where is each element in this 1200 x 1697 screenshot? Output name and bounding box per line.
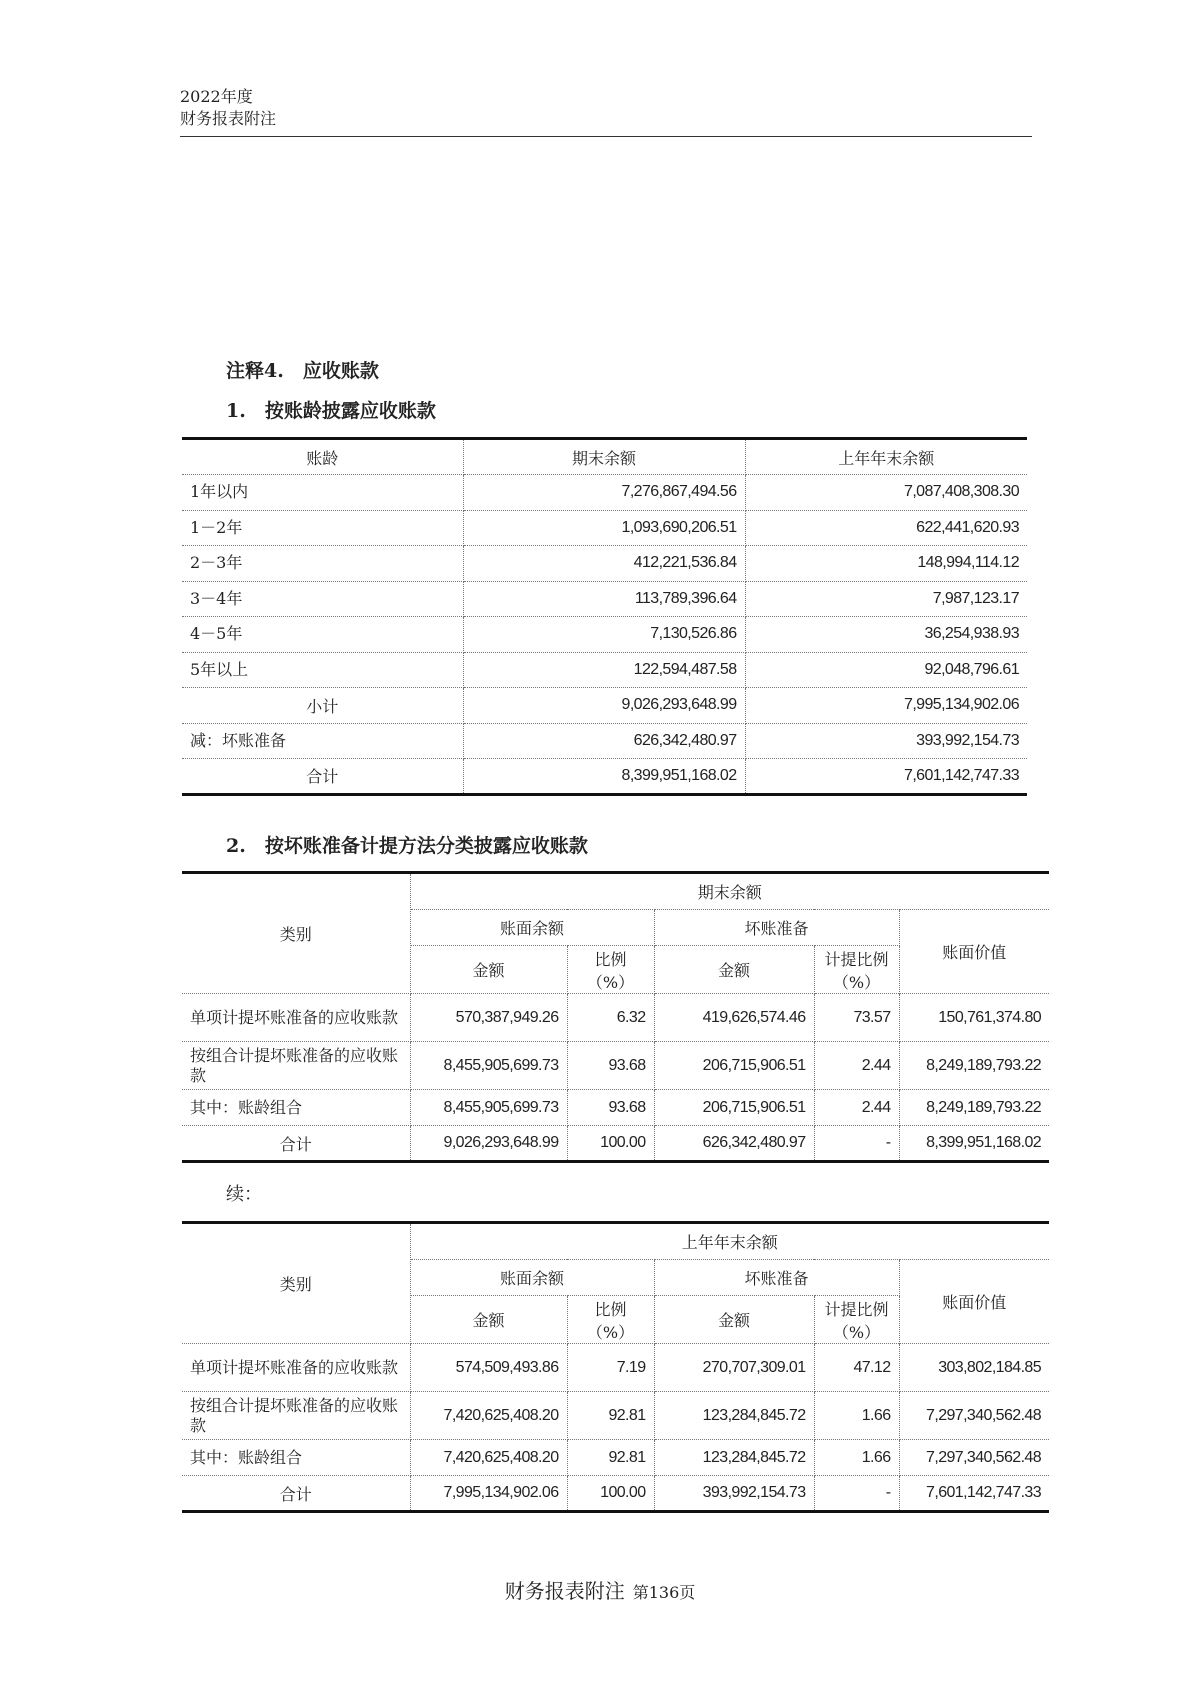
provision-ratio: 1.66 (814, 1392, 899, 1440)
book-amount: 9,026,293,648.99 (410, 1126, 567, 1162)
bad-debt-amount: 123,284,845.72 (654, 1440, 814, 1476)
category-header: 类别 (182, 873, 410, 994)
table-header (182, 439, 1027, 475)
book-ratio: 6.32 (567, 994, 654, 1042)
book-amount: 574,509,493.86 (410, 1344, 567, 1392)
book-ratio: 92.81 (567, 1440, 654, 1476)
bad-debt-amount: 206,715,906.51 (654, 1042, 814, 1090)
prior-balance: 393,992,154.73 (745, 723, 1027, 759)
book-ratio: 92.81 (567, 1392, 654, 1440)
book-ratio: 93.68 (567, 1042, 654, 1090)
row-label: 合计 (182, 759, 463, 795)
row-label: 1－2年 (182, 510, 463, 546)
table-header (182, 1223, 1049, 1260)
book-amount: 7,420,625,408.20 (410, 1440, 567, 1476)
bad-debt-amount: 270,707,309.01 (654, 1344, 814, 1392)
provision-ratio: 1.66 (814, 1440, 899, 1476)
continued-label: 续： (226, 1184, 262, 1205)
table-row (182, 1392, 1049, 1440)
row-label: 3－4年 (182, 581, 463, 617)
row-label: 按组合计提坏账准备的应收账款 (182, 1042, 410, 1090)
provision-ratio: - (814, 1476, 899, 1512)
column-header: 上年年末余额 (745, 439, 1027, 475)
table-row (182, 1042, 1049, 1090)
period-header: 期末余额 (410, 873, 1049, 910)
end-balance: 412,221,536.84 (463, 546, 745, 582)
end-balance: 8,399,951,168.02 (463, 759, 745, 795)
row-label: 按组合计提坏账准备的应收账款 (182, 1392, 410, 1440)
section2-title: 2. 按坏账准备计提方法分类披露应收账款 (226, 835, 588, 857)
bad-debt-amount: 393,992,154.73 (654, 1476, 814, 1512)
prior-balance: 622,441,620.93 (745, 510, 1027, 546)
provision-ratio: - (814, 1126, 899, 1162)
book-amount: 570,387,949.26 (410, 994, 567, 1042)
running-header (180, 86, 276, 130)
row-label: 5年以上 (182, 652, 463, 688)
end-balance: 626,342,480.97 (463, 723, 745, 759)
prior-balance: 148,994,114.12 (745, 546, 1027, 582)
amount-header: 金额 (410, 1296, 567, 1344)
header-divider (180, 136, 1032, 137)
amount-header: 金额 (654, 946, 814, 994)
book-ratio: 7.19 (567, 1344, 654, 1392)
row-label: 小计 (182, 688, 463, 724)
book-ratio: 93.68 (567, 1090, 654, 1126)
book-value: 8,249,189,793.22 (899, 1042, 1049, 1090)
note-title: 注释4. 应收账款 (226, 360, 379, 382)
book-value: 8,249,189,793.22 (899, 1090, 1049, 1126)
table-row (182, 688, 1027, 724)
provision-ratio-header: 计提比例（%） (814, 946, 899, 994)
row-label: 1年以内 (182, 475, 463, 511)
book-value: 150,761,374.80 (899, 994, 1049, 1042)
row-label: 2－3年 (182, 546, 463, 582)
table-row (182, 1440, 1049, 1476)
book-amount: 7,995,134,902.06 (410, 1476, 567, 1512)
table-row (182, 723, 1027, 759)
table-row (182, 994, 1049, 1042)
provision-ratio: 73.57 (814, 994, 899, 1042)
table-header (182, 873, 1049, 910)
section1-title: 1. 按账龄披露应收账款 (226, 400, 436, 422)
row-label: 合计 (182, 1126, 410, 1162)
ratio-header: 比例（%） (567, 946, 654, 994)
prior-balance: 92,048,796.61 (745, 652, 1027, 688)
table-row (182, 759, 1027, 795)
row-label: 减：坏账准备 (182, 723, 463, 759)
book-value-header: 账面价值 (899, 1260, 1049, 1344)
table-row (182, 1090, 1049, 1126)
table-row (182, 546, 1027, 582)
bad-debt-header: 坏账准备 (654, 910, 899, 946)
book-value: 7,297,340,562.48 (899, 1440, 1049, 1476)
prior-balance: 7,087,408,308.30 (745, 475, 1027, 511)
book-value-header: 账面价值 (899, 910, 1049, 994)
prior-balance: 7,987,123.17 (745, 581, 1027, 617)
prior-balance: 36,254,938.93 (745, 617, 1027, 653)
bad-debt-amount: 626,342,480.97 (654, 1126, 814, 1162)
end-balance: 1,093,690,206.51 (463, 510, 745, 546)
table-row (182, 475, 1027, 511)
provision-ratio: 2.44 (814, 1090, 899, 1126)
amount-header: 金额 (654, 1296, 814, 1344)
amount-header: 金额 (410, 946, 567, 994)
table-row (182, 1476, 1049, 1512)
row-label: 其中：账龄组合 (182, 1440, 410, 1476)
row-label: 合计 (182, 1476, 410, 1512)
book-balance-header: 账面余额 (410, 1260, 654, 1296)
book-ratio: 100.00 (567, 1126, 654, 1162)
provision-ratio-header: 计提比例（%） (814, 1296, 899, 1344)
book-ratio: 100.00 (567, 1476, 654, 1512)
end-balance: 7,276,867,494.56 (463, 475, 745, 511)
header-title: 财务报表附注 (180, 109, 277, 128)
book-value: 8,399,951,168.02 (899, 1126, 1049, 1162)
footer-title: 财务报表附注 (504, 1579, 625, 1603)
table-row (182, 581, 1027, 617)
row-label: 4－5年 (182, 617, 463, 653)
book-amount: 8,455,905,699.73 (410, 1090, 567, 1126)
book-value: 7,601,142,747.33 (899, 1476, 1049, 1512)
bad-debt-amount: 206,715,906.51 (654, 1090, 814, 1126)
prior-balance: 7,995,134,902.06 (745, 688, 1027, 724)
table-row (182, 510, 1027, 546)
table-row (182, 617, 1027, 653)
page-number: 第136页 (632, 1583, 696, 1602)
column-header: 期末余额 (463, 439, 745, 475)
bad-debt-amount: 419,626,574.46 (654, 994, 814, 1042)
table-row (182, 652, 1027, 688)
row-label: 单项计提坏账准备的应收账款 (182, 994, 410, 1042)
header-year: 2022年度 (180, 87, 253, 106)
category-header: 类别 (182, 1223, 410, 1344)
ratio-header: 比例（%） (567, 1296, 654, 1344)
book-amount: 8,455,905,699.73 (410, 1042, 567, 1090)
provision-table-prior (182, 1221, 1049, 1513)
book-value: 303,802,184.85 (899, 1344, 1049, 1392)
prior-balance: 7,601,142,747.33 (745, 759, 1027, 795)
end-balance: 122,594,487.58 (463, 652, 745, 688)
provision-ratio: 2.44 (814, 1042, 899, 1090)
column-header: 账龄 (182, 439, 463, 475)
book-amount: 7,420,625,408.20 (410, 1392, 567, 1440)
provision-ratio: 47.12 (814, 1344, 899, 1392)
footer (0, 1575, 1200, 1604)
period-header: 上年年末余额 (410, 1223, 1049, 1260)
provision-table-current (182, 871, 1049, 1163)
end-balance: 9,026,293,648.99 (463, 688, 745, 724)
row-label: 其中：账龄组合 (182, 1090, 410, 1126)
end-balance: 113,789,396.64 (463, 581, 745, 617)
book-balance-header: 账面余额 (410, 910, 654, 946)
book-value: 7,297,340,562.48 (899, 1392, 1049, 1440)
bad-debt-header: 坏账准备 (654, 1260, 899, 1296)
bad-debt-amount: 123,284,845.72 (654, 1392, 814, 1440)
end-balance: 7,130,526.86 (463, 617, 745, 653)
table-row (182, 1344, 1049, 1392)
row-label: 单项计提坏账准备的应收账款 (182, 1344, 410, 1392)
aging-table (182, 437, 1027, 796)
table-row (182, 1126, 1049, 1162)
